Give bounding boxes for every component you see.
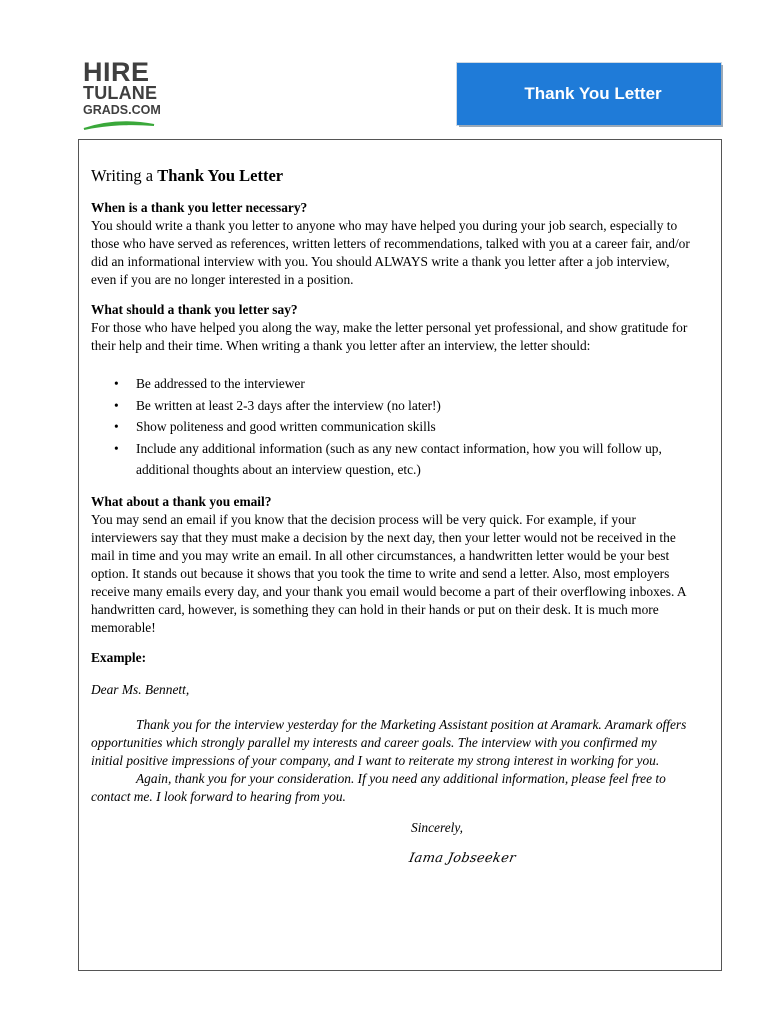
list-item: • Include any additional information (such as any new contact information, how you will follow up, additional thoughts about an interview question, etc.): [136, 438, 691, 481]
letter-salutation: Dear Ms. Bennett,: [91, 681, 190, 697]
list-item: • Be written at least 2-3 days after the interview (no later!): [136, 395, 691, 417]
list-item: • Show politeness and good written communication skills: [136, 416, 691, 438]
page-title: [91, 165, 691, 187]
page-title-prefix: Writing a: [91, 166, 158, 185]
example-label: Example:: [91, 649, 147, 665]
letter-paragraph-2: Again, thank you for your consideration. If you need any additional information, please feel free to contact me. I look forward to hearing from you.: [91, 770, 666, 804]
hire-tulane-grads-logo: [83, 57, 163, 132]
question-email: What about a thank you email?: [91, 493, 272, 509]
answer-email: You may send an email if you know that the decision process will be very quick. For example, if your interviewers say that they must make a decision by the next day, then your letter would not be received in the mail in time and you may write an email. In all other circumstances, a handwritten letter would be your best option. It stands out because it shows that you took the time to write and send a letter. Also, most employers receive many emails every day, and your thank you email would become a part of their overflowing inboxes. A handwritten card, however, is something they can hold in their hands or put on their desk. It is much more memorable!: [91, 511, 686, 635]
example-letter: [91, 681, 691, 869]
letter-signature: Iama Jobseeker: [407, 851, 517, 867]
answer-what-say: For those who have helped you along the way, make the letter personal yet professional, and show gratitude for their help and their time. When writing a thank you letter after an interview, the letter should:: [91, 320, 688, 353]
logo-line-tulane: TULANE: [83, 83, 158, 103]
answer-when: You should write a thank you letter to anyone who may have helped you during your job search, especially to those who have served as references, written letters of recommendations, talked with you at a career fair, and/or did an informational interview with you. You should ALWAYS write a thank you letter after a job interview, even if you are no longer interested in a position.: [91, 218, 690, 287]
document-content: [91, 165, 691, 881]
letter-paragraph-1: Thank you for the interview yesterday for the Marketing Assistant position at Aramark. Aramark offers opportunities which strongly parallel my interests and career goals. The interview with you confirmed my initial positive impressions of your company, and I want to reiterate my strong interest in working for you.: [91, 716, 687, 768]
logo-line-hire: HIRE: [83, 57, 150, 87]
letter-should-list: [91, 373, 691, 481]
header-title: Thank You Letter: [524, 84, 662, 103]
list-item: • Be addressed to the interviewer: [136, 373, 691, 395]
question-what-say: What should a thank you letter say?: [91, 302, 298, 317]
header-banner: [457, 63, 721, 125]
logo-swoosh-icon: [83, 119, 155, 131]
page-title-bold: Thank You Letter: [157, 166, 284, 185]
question-when: When is a thank you letter necessary?: [91, 200, 308, 215]
logo-line-grads: GRADS.COM: [83, 103, 161, 117]
letter-closing: Sincerely,: [411, 819, 463, 835]
